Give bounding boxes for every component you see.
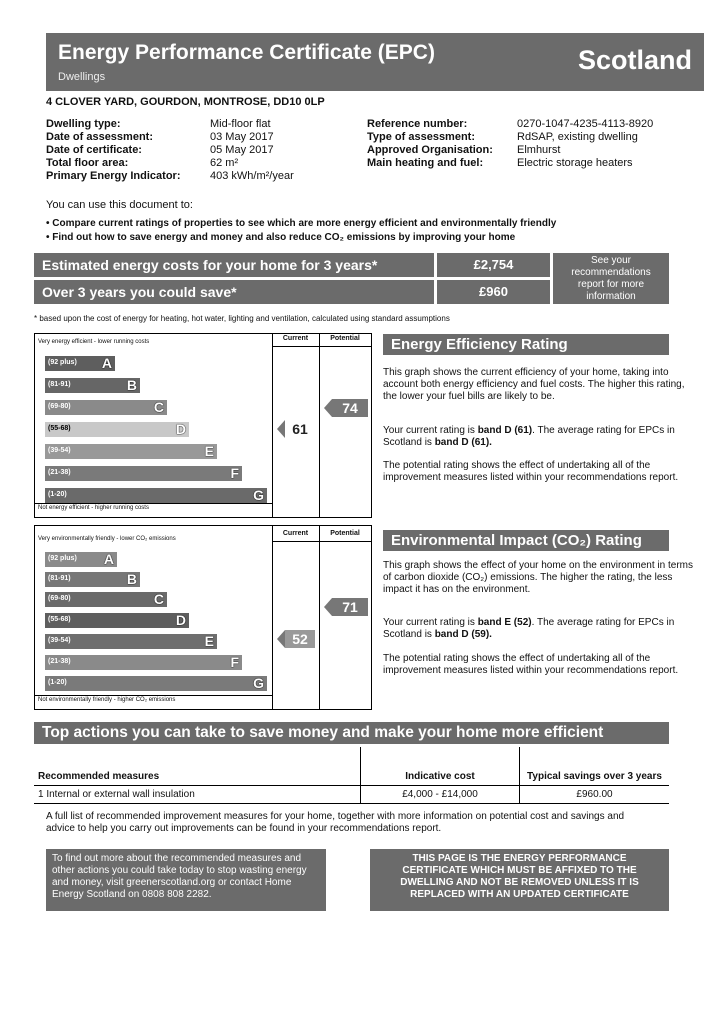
eer-text: Your current rating is bbox=[383, 425, 478, 436]
current-rating-arrow: 52 bbox=[285, 630, 315, 648]
band-range: (21-38) bbox=[48, 469, 71, 476]
band-g bbox=[45, 676, 267, 691]
header-banner bbox=[46, 33, 704, 91]
column-divider bbox=[272, 526, 273, 709]
band-range: (92 plus) bbox=[48, 359, 77, 366]
band-a bbox=[45, 552, 117, 567]
band-f bbox=[45, 466, 242, 481]
band-letter: D bbox=[175, 421, 186, 437]
potential-rating-arrow: 71 bbox=[332, 598, 368, 616]
table-header-cell: Typical savings over 3 years bbox=[520, 747, 670, 785]
band-letter: G bbox=[253, 675, 264, 691]
page-subtitle: Dwellings bbox=[58, 71, 106, 83]
chart-bottom-label: Not environmentally friendly - higher CO₂ emissions bbox=[38, 697, 176, 703]
use-bullet-text: Compare current ratings of properties to see which are more energy efficient and environmentally friendly bbox=[52, 218, 557, 229]
detail-value: RdSAP, existing dwelling bbox=[517, 131, 638, 143]
table-header-cell: Indicative cost bbox=[361, 747, 520, 785]
use-bullet: • Compare current ratings of properties to see which are more energy efficient and environmentally friendly bbox=[46, 218, 557, 229]
use-bullet-text: Find out how to save energy and money and also reduce CO₂ emissions by improving your home bbox=[52, 232, 516, 243]
detail-key: Date of assessment: bbox=[46, 131, 153, 143]
band-letter: F bbox=[230, 465, 239, 481]
band-letter: F bbox=[230, 654, 239, 670]
actions-heading: Top actions you can take to save money and make your home more efficient bbox=[34, 722, 669, 744]
band-letter: E bbox=[204, 443, 214, 459]
page-title: Energy Performance Certificate (EPC) bbox=[58, 41, 435, 64]
band-range: (21-38) bbox=[48, 658, 71, 665]
detail-key: Reference number: bbox=[367, 118, 468, 130]
detail-key: Total floor area: bbox=[46, 157, 129, 169]
band-range: (69-80) bbox=[48, 595, 71, 602]
column-divider bbox=[319, 526, 320, 709]
band-letter: B bbox=[126, 377, 137, 393]
eer-paragraph-1: This graph shows the current efficiency of your home, taking into account both energy efficiency and fuel costs. The higher this rating, the lower your fuel bills are likely to be. bbox=[383, 367, 685, 402]
details-left bbox=[46, 118, 366, 183]
footer-divider bbox=[35, 695, 272, 696]
saving-cell: £960.00 bbox=[520, 785, 670, 803]
energy-efficiency-chart bbox=[34, 333, 372, 518]
column-divider bbox=[319, 334, 320, 517]
eir-paragraph-2 bbox=[383, 617, 693, 641]
details-right bbox=[367, 118, 707, 170]
advice-box: To find out more about the recommended measures and other actions you could take today to stop wasting energy and money, visit greenerscotland.org or contact Home Energy Scotland on 0808 808 2282. bbox=[46, 849, 326, 911]
detail-key: Date of certificate: bbox=[46, 144, 142, 156]
band-letter: A bbox=[101, 355, 112, 371]
eer-paragraph-3: The potential rating shows the effect of undertaking all of the improvement measures listed within your recommendations report. bbox=[383, 460, 679, 483]
band-letter: C bbox=[153, 591, 164, 607]
band-letter: E bbox=[204, 633, 214, 649]
band-g bbox=[45, 488, 267, 503]
column-potential: Potential bbox=[330, 530, 360, 537]
band-d bbox=[45, 422, 189, 437]
detail-value: 62 m² bbox=[210, 157, 239, 169]
detail-value: 03 May 2017 bbox=[210, 131, 274, 143]
detail-value: Mid-floor flat bbox=[210, 118, 271, 130]
detail-key: Primary Energy Indicator: bbox=[46, 170, 181, 182]
eer-heading: Energy Efficiency Rating bbox=[383, 334, 669, 355]
band-range: (69-80) bbox=[48, 403, 71, 410]
region-label: Scotland bbox=[577, 45, 692, 75]
environmental-impact-chart bbox=[34, 525, 372, 710]
band-letter: D bbox=[175, 612, 186, 628]
band-range: (81-91) bbox=[48, 381, 71, 388]
band-range: (55-68) bbox=[48, 616, 71, 623]
eir-paragraph-3: The potential rating shows the effect of undertaking all of the improvement measures listed within your recommendations report. bbox=[383, 653, 679, 676]
band-letter: C bbox=[153, 399, 164, 415]
eir-text: Your current rating is bbox=[383, 617, 478, 628]
column-current: Current bbox=[282, 530, 309, 537]
band-range: (55-68) bbox=[48, 425, 71, 432]
band-letter: B bbox=[126, 571, 137, 587]
band-c bbox=[45, 400, 167, 415]
property-address: 4 CLOVER YARD, GOURDON, MONTROSE, DD10 0LP bbox=[46, 96, 325, 108]
band-letter: G bbox=[253, 487, 264, 503]
eir-text: . The average rating for EPCs in Scotland is bbox=[383, 617, 675, 640]
band-range: (92 plus) bbox=[48, 555, 77, 562]
band-b bbox=[45, 572, 140, 587]
band-letter: A bbox=[103, 551, 114, 567]
band-e bbox=[45, 634, 217, 649]
detail-value: Electric storage heaters bbox=[517, 157, 633, 169]
cost-row-2-value: £960 bbox=[437, 280, 550, 304]
actions-note: A full list of recommended improvement measures for your home, together with more information on potential cost and savings and advice to help you carry out improvements can be found in your recommendations report. bbox=[46, 811, 625, 834]
table-header-cell: Recommended measures bbox=[34, 747, 361, 785]
eer-average-band: band D (61). bbox=[434, 437, 492, 448]
eir-current-band: band E (52) bbox=[477, 617, 532, 628]
use-intro: You can use this document to: bbox=[46, 199, 193, 211]
cost-row-2-label: Over 3 years you could save* bbox=[34, 280, 434, 304]
band-e bbox=[45, 444, 217, 459]
detail-key: Main heating and fuel: bbox=[367, 157, 484, 169]
measures-table bbox=[34, 747, 669, 804]
affix-notice-box: THIS PAGE IS THE ENERGY PERFORMANCE CERTIFICATE WHICH MUST BE AFFIXED TO THE DWELLING AND NOT BE REMOVED UNLESS IT IS REPLACED WITH AN UPDATED CERTIFICATE bbox=[370, 849, 669, 911]
use-bullet: • Find out how to save energy and money and also reduce CO₂ emissions by improving your home bbox=[46, 232, 516, 243]
detail-key: Dwelling type: bbox=[46, 118, 121, 130]
eir-heading: Environmental Impact (CO₂) Rating bbox=[383, 530, 669, 551]
eir-average-band: band D (59). bbox=[434, 629, 492, 640]
current-rating-arrow: 61 bbox=[285, 420, 315, 438]
column-current: Current bbox=[282, 335, 309, 342]
cost-cell: £4,000 - £14,000 bbox=[361, 785, 520, 803]
measure-cell: 1 Internal or external wall insulation bbox=[34, 785, 361, 803]
header-divider bbox=[272, 346, 371, 347]
detail-key: Type of assessment: bbox=[367, 131, 476, 143]
footer-divider bbox=[35, 503, 272, 504]
potential-rating-arrow: 74 bbox=[332, 399, 368, 417]
detail-value: 05 May 2017 bbox=[210, 144, 274, 156]
column-potential: Potential bbox=[330, 335, 360, 342]
eir-paragraph-1: This graph shows the effect of your home on the environment in terms of carbon dioxide (CO₂) emissions. The higher the rating, the less impact it has on the environment. bbox=[383, 560, 693, 595]
recommendations-note: See your recommendations report for more information bbox=[553, 253, 669, 304]
band-range: (39-54) bbox=[48, 447, 71, 454]
eer-text: . The average rating for EPCs in Scotland is bbox=[383, 425, 675, 448]
band-f bbox=[45, 655, 242, 670]
detail-key: Approved Organisation: bbox=[367, 144, 493, 156]
band-a bbox=[45, 356, 115, 371]
band-range: (1-20) bbox=[48, 491, 67, 498]
header-divider bbox=[272, 541, 371, 542]
band-range: (81-91) bbox=[48, 575, 71, 582]
chart-top-label: Very environmentally friendly - lower CO₂ emissions bbox=[38, 536, 176, 542]
band-c bbox=[45, 592, 167, 607]
band-range: (1-20) bbox=[48, 679, 67, 686]
chart-bottom-label: Not energy efficient - higher running costs bbox=[38, 505, 149, 511]
cost-row-1-label: Estimated energy costs for your home for 3 years* bbox=[34, 253, 434, 277]
table-row bbox=[34, 785, 669, 803]
band-b bbox=[45, 378, 140, 393]
eer-paragraph-2 bbox=[383, 425, 693, 449]
eer-current-band: band D (61) bbox=[477, 425, 533, 436]
band-range: (39-54) bbox=[48, 637, 71, 644]
column-divider bbox=[272, 334, 273, 517]
detail-value: 0270-1047-4235-4113-8920 bbox=[517, 118, 654, 130]
table-header-row bbox=[34, 747, 669, 785]
cost-row-1-value: £2,754 bbox=[437, 253, 550, 277]
chart-top-label: Very energy efficient - lower running costs bbox=[38, 339, 150, 345]
band-d bbox=[45, 613, 189, 628]
detail-value: Elmhurst bbox=[517, 144, 561, 156]
cost-footnote: * based upon the cost of energy for heating, hot water, lighting and ventilation, calculated using standard assumptions bbox=[34, 314, 450, 323]
detail-value: 403 kWh/m²/year bbox=[210, 170, 294, 182]
